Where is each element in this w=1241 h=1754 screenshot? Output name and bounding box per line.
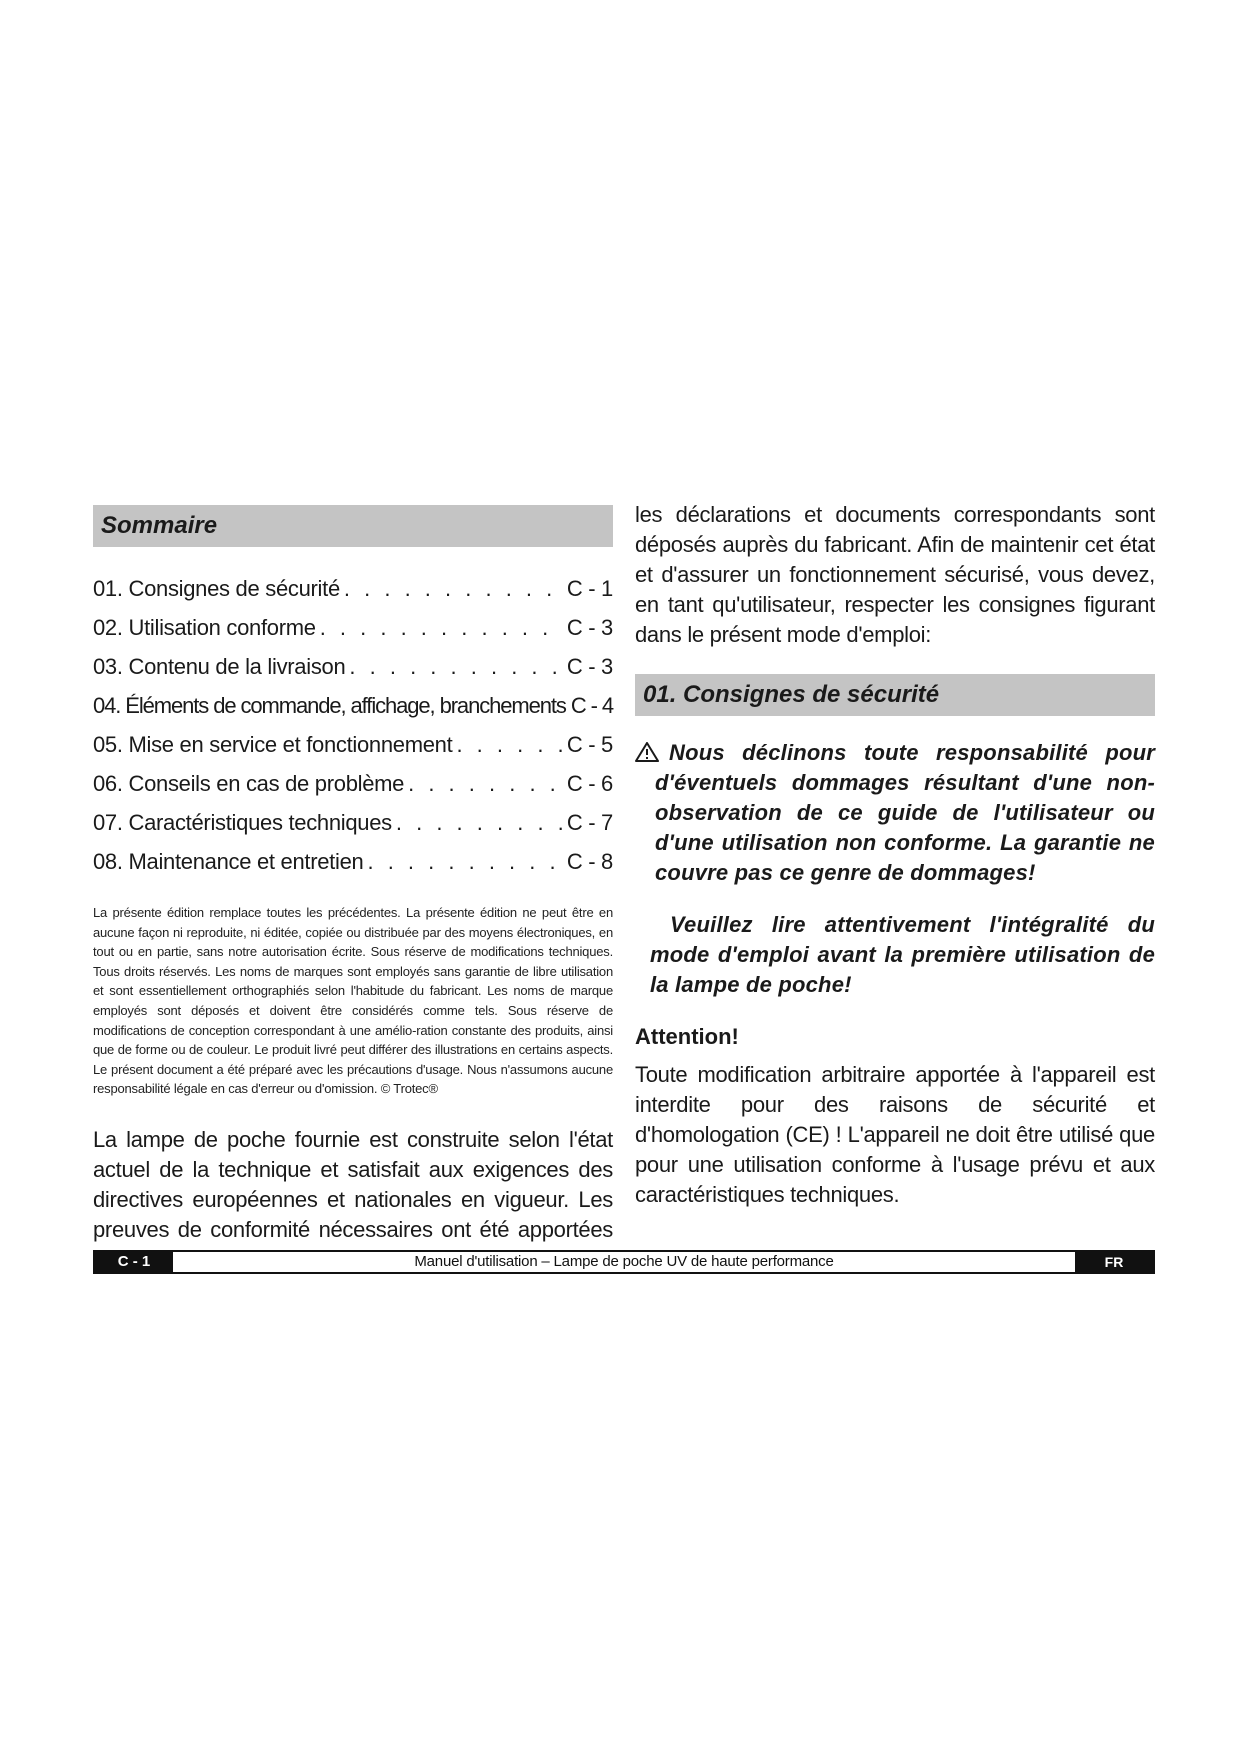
toc-item-4[interactable] [93, 686, 613, 725]
toc-item-label: 06. Conseils en cas de problème [93, 771, 405, 796]
attention-paragraph: Toute modification arbitraire apportée à l'appareil est interdite pour des raisons de sécurité et d'homologation (CE) ! L'appareil ne doit être utilisé que pour une utilisation conforme à l'usage prévu et aux caractéristiques techniques. [635, 1062, 1155, 1207]
toc-item-7[interactable] [93, 803, 613, 842]
toc-leader-dots [320, 608, 563, 647]
toc-leader-dots [344, 569, 563, 608]
toc-leader-dots [367, 842, 562, 881]
intro-continuation: les déclarations et documents correspondants sont déposés auprès du fabricant. Afin de maintenir cet état et d'assurer un fonctionnement sécurisé, vous devez, en tant qu'utilisateur, respecter les consignes figurant dans le présent mode d'emploi: [635, 502, 1155, 647]
toc-item-label: 03. Contenu de la livraison [93, 654, 346, 679]
warning-text: Nous déclinons toute responsabilité pour d'éventuels dommages résultant d'une non-observation de ce guide de l'utilisateur ou d'une utilisation non conforme. La garantie ne couvre pas ce genre de dommages! [655, 740, 1155, 885]
legal-notice: La présente édition remplace toutes les précédentes. La présente édition ne peut être en aucune façon ni reproduite, ni éditée, copiée ou distribuée par des moyens électroniques, en tout ou en partie, sans notre autorisation écrite. Sous réserve de modifications techniques. Tous droits réservés. Les noms de marques sont employés sans garantie de libre utilisation et sont essentiellement orthographiés selon l'habitude du fabricant. Les noms de marque employés sont déposés et doivent être considérés comme tels. Sous réserve de modifications de conception correspondant à une amélio-ration constante des produits, ainsi que de forme ou de couleur. Le produit livré peut différer des illustrations en certains aspects. Le présent document a été préparé avec les précautions d'usage. Nous n'assumons aucune responsabilité légale en cas d'erreur ou d'omission. © Trotec® [93, 905, 613, 1097]
toc-leader-dots [408, 764, 563, 803]
read-manual-note: Veuillez lire attentivement l'intégralité du mode d'emploi avant la première utilisation de la lampe de poche! [650, 912, 1155, 997]
toc-heading: Sommaire [93, 505, 613, 547]
toc-item-label: 08. Maintenance et entretien [93, 849, 364, 874]
footer-title: Manuel d'utilisation – Lampe de poche UV de haute performance [414, 1253, 834, 1270]
toc-leader-dots [349, 647, 562, 686]
toc-item-page: C - 6 [566, 771, 613, 796]
toc-item-page: C - 5 [566, 732, 613, 757]
toc-item-page: C - 7 [566, 810, 613, 835]
toc-item-page: C - 4 [570, 693, 613, 718]
toc-item-label: 02. Utilisation conforme [93, 615, 316, 640]
warning-triangle-icon [635, 742, 659, 762]
toc-leader-dots [456, 725, 562, 764]
toc-item-8[interactable] [93, 842, 613, 881]
right-column [635, 500, 1155, 1210]
toc-item-label: 07. Caractéristiques techniques [93, 810, 392, 835]
toc-item-page: C - 3 [566, 615, 613, 640]
toc-item-label: 04. Éléments de commande, affichage, branchements [93, 693, 566, 718]
intro-paragraph: La lampe de poche fournie est construite selon l'état actuel de la technique et satisfait aux exigences des directives européennes et nationales en vigueur. Les preuves de conformité nécessaires ont été apportées [93, 1126, 613, 1242]
toc-item-2[interactable] [93, 608, 613, 647]
toc-leader-dots [396, 803, 563, 842]
footer-page-number: C - 1 [95, 1252, 173, 1272]
left-column [93, 505, 613, 1297]
toc-item-6[interactable] [93, 764, 613, 803]
toc-item-3[interactable] [93, 647, 613, 686]
attention-heading: Attention! [635, 1024, 739, 1049]
toc-item-page: C - 3 [566, 654, 613, 679]
footer-language: FR [1075, 1252, 1153, 1272]
section-heading-safety: 01. Consignes de sécurité [635, 674, 1155, 716]
toc-item-page: C - 8 [566, 849, 613, 874]
warning-paragraph [635, 738, 1155, 888]
table-of-contents [93, 569, 613, 881]
toc-item-page: C - 1 [566, 576, 613, 601]
toc-item-1[interactable] [93, 569, 613, 608]
toc-item-5[interactable] [93, 725, 613, 764]
toc-item-label: 05. Mise en service et fonctionnement [93, 732, 453, 757]
toc-leader-dots [568, 686, 569, 725]
toc-item-label: 01. Consignes de sécurité [93, 576, 340, 601]
page-footer [93, 1250, 1155, 1274]
